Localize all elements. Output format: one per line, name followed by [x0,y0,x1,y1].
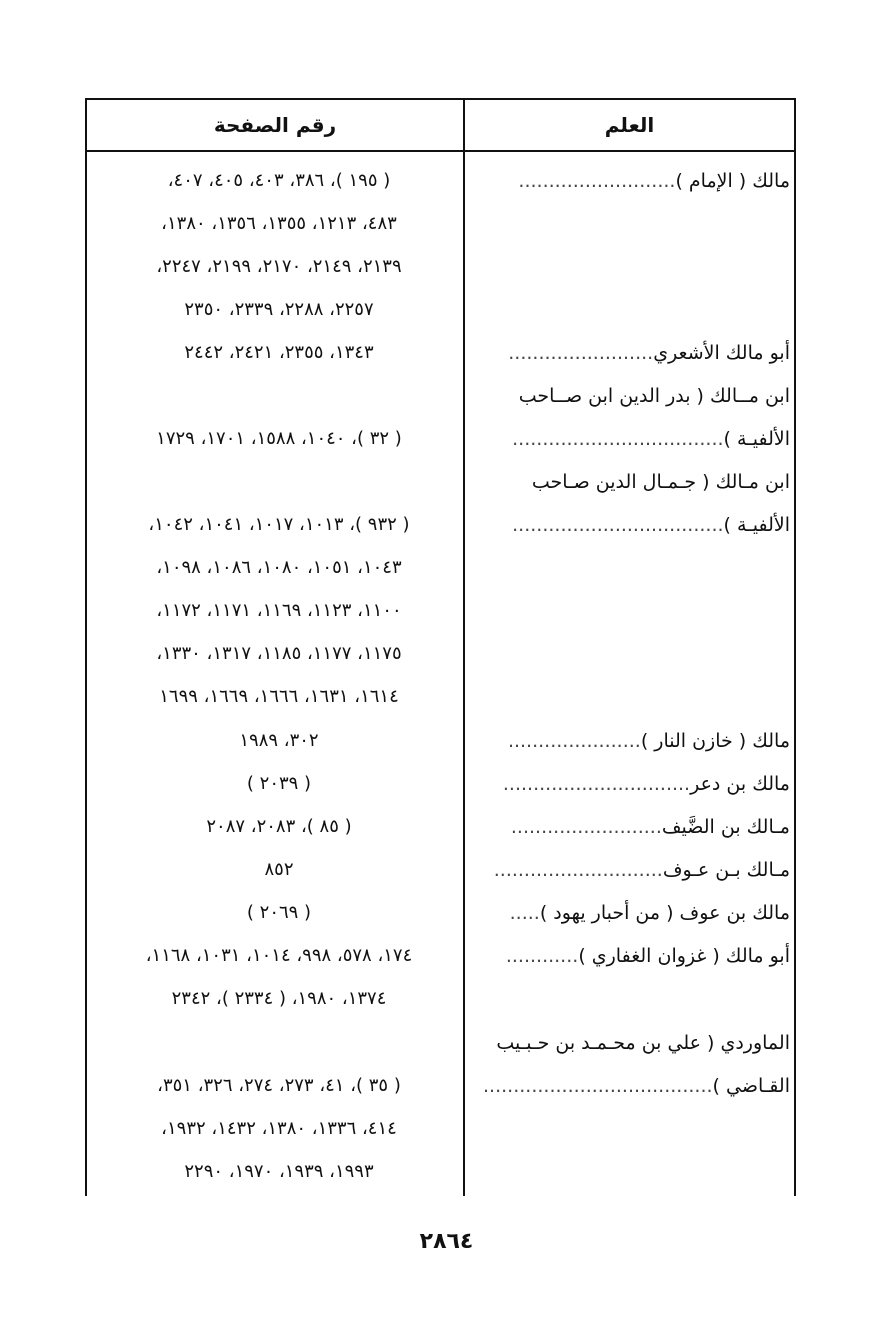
name-entry: القـاضي )...................................... [483,1075,790,1097]
page-refs-line: ٢١٣٩، ٢١٤٩، ٢١٧٠، ٢١٩٩، ٢٢٤٧، [156,256,402,277]
page-refs-line: ١١٧٥، ١١٧٧، ١١٨٥، ١٣١٧، ١٣٣٠، [156,643,402,664]
page-refs-line: ٢٢٥٧، ٢٢٨٨، ٢٣٣٩، ٢٣٥٠ [184,299,374,320]
table-right-border [794,98,796,1196]
page-refs-line: ( ٣٥ )، ٤١، ٢٧٣، ٢٧٤، ٣٢٦، ٣٥١، [157,1075,401,1096]
page-refs-line: ( ٣٢ )، ١٠٤٠، ١٥٨٨، ١٧٠١، ١٧٢٩ [156,428,402,449]
page-refs-line: ١٧٤، ٥٧٨، ٩٩٨، ١٠١٤، ١٠٣١، ١١٦٨، [145,945,413,966]
page-refs-line: ( ٨٥ )، ٢٠٨٣، ٢٠٨٧ [206,816,352,837]
page-refs-line: ١٠٤٣، ١٠٥١، ١٠٨٠، ١٠٨٦، ١٠٩٨، [156,557,402,578]
page-refs-line: ٨٥٢ [264,859,294,880]
name-entry: الماوردي ( علي بن محـمـد بن حـبـيب [496,1032,790,1054]
name-entry: مالك بن دعر............................... [502,773,790,795]
name-entry: ابن مـالك ( جـمـال الدين صـاحب [531,471,790,493]
name-entry: ابن مــالك ( بدر الدين ابن صــاحب [518,385,790,407]
name-entry: الألفيـة )................................... [512,514,790,536]
name-entry: مالك ( خازن النار )...................... [507,730,790,752]
name-entry: الألفيـة )................................... [512,428,790,450]
page-refs-line: ٣٠٢، ١٩٨٩ [239,730,319,751]
column-divider [463,98,465,1196]
name-entry: مـالك بـن عـوف............................ [493,859,790,881]
name-entry: مـالك بن الضَّيف......................... [510,816,790,838]
page-refs-line: ( ٢٠٣٩ ) [246,773,312,794]
page-refs-line: ١٦١٤، ١٦٣١، ١٦٦٦، ١٦٦٩، ١٦٩٩ [159,686,399,707]
page-refs-line: ١٣٤٣، ٢٣٥٥، ٢٤٢١، ٢٤٤٢ [184,342,374,363]
page-refs-line: ١٣٧٤، ١٩٨٠، ( ٢٣٣٤ )، ٢٣٤٢ [171,988,387,1009]
name-entry: مالك ( الإمام ).......................... [518,170,790,192]
name-entry: مالك بن عوف ( من أحبار يهود )..... [509,902,790,924]
header-pages-column: رقم الصفحة [213,113,337,137]
header-bottom-border [85,150,796,152]
page-refs-line: ( ١٩٥ )، ٣٨٦، ٤٠٣، ٤٠٥، ٤٠٧، [167,170,391,191]
page-number: ٢٨٦٤ [419,1229,474,1254]
name-entry: أبو مالك ( غزوان الغفاري )............ [505,945,790,967]
page-refs-line: ( ٢٠٦٩ ) [246,902,312,923]
header-name-column: العلم [604,113,655,137]
page-refs-line: ٤١٤، ١٣٣٦، ١٣٨٠، ١٤٣٢، ١٩٣٢، [161,1118,397,1139]
page-refs-line: ١٩٩٣، ١٩٣٩، ١٩٧٠، ٢٢٩٠ [184,1161,374,1182]
page-refs-line: ٤٨٣، ١٢١٣، ١٣٥٥، ١٣٥٦، ١٣٨٠، [161,213,397,234]
table-left-border [85,98,87,1196]
name-entry: أبو مالك الأشعري........................ [508,342,790,364]
page-refs-line: ( ٩٣٢ )، ١٠١٣، ١٠١٧، ١٠٤١، ١٠٤٢، [148,514,410,535]
page-refs-line: ١١٠٠، ١١٢٣، ١١٦٩، ١١٧١، ١١٧٢، [156,600,402,621]
